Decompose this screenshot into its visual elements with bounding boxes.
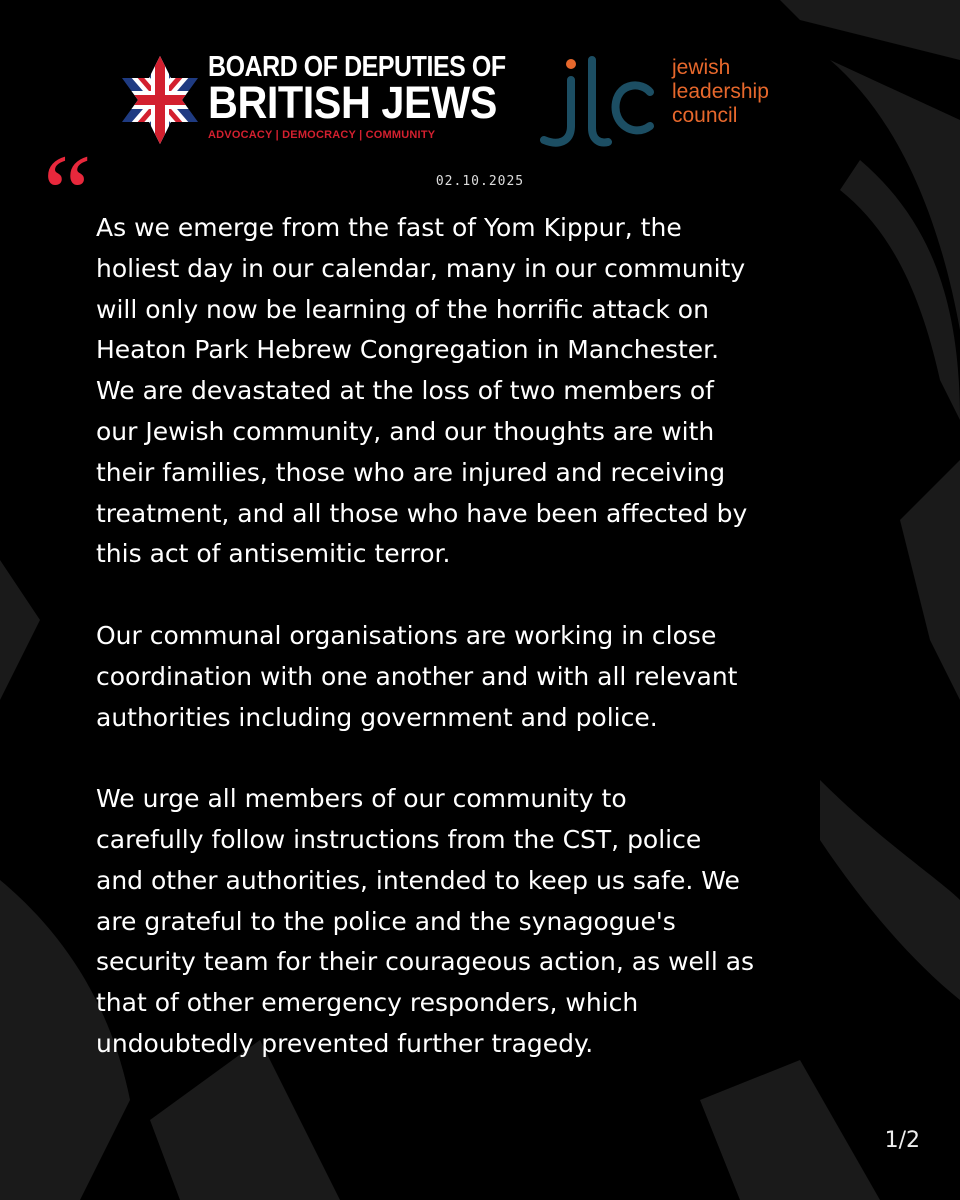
page-indicator: 1/2 [884, 1128, 920, 1153]
bod-title-line2: BRITISH JEWS [208, 77, 497, 128]
board-of-deputies-wordmark [208, 52, 554, 142]
jlc-word-2: leadership [672, 80, 769, 103]
jlc-word-1: jewish [672, 56, 731, 79]
statement-paragraph-2: Our communal organisations are working in close coordination with one another and with all relevant authorities including government and police. [96, 620, 738, 732]
board-of-deputies-logo [122, 51, 506, 148]
statement-date: 02.10.2025 [435, 174, 525, 189]
statement-paragraph-3: We urge all members of our community to carefully follow instructions from the CST, police and other authorities, intended to keep us safe. We are grateful to the police and the synagogue's security team for their courageous action, as well as that of other emergency responders, which undoubtedly prevented further tragedy. [96, 784, 755, 1058]
statement-paragraph-1: As we emerge from the fast of Yom Kippur, the holiest day in our calendar, many in our community will only now be learning of the horrific attack on Heaton Park Hebrew Congregation in Manchester. We are devastated at the loss of two members of our Jewish community, and our thoughts are with their families, those who are injured and receiving treatment, and all those who have been affected by this act of antisemitic terror. [96, 213, 748, 569]
jlc-wordmark [672, 56, 769, 128]
jlc-word-3: council [672, 104, 738, 127]
union-star-icon [122, 56, 198, 144]
jlc-logo [538, 56, 798, 152]
statement-body [96, 208, 896, 1106]
bod-title-line1: BOARD OF DEPUTIES OF [208, 51, 506, 83]
quote-glyph: “ [32, 148, 94, 228]
bod-tagline: ADVOCACY | DEMOCRACY | COMMUNITY [208, 129, 436, 141]
jlc-monogram-icon [538, 56, 658, 152]
